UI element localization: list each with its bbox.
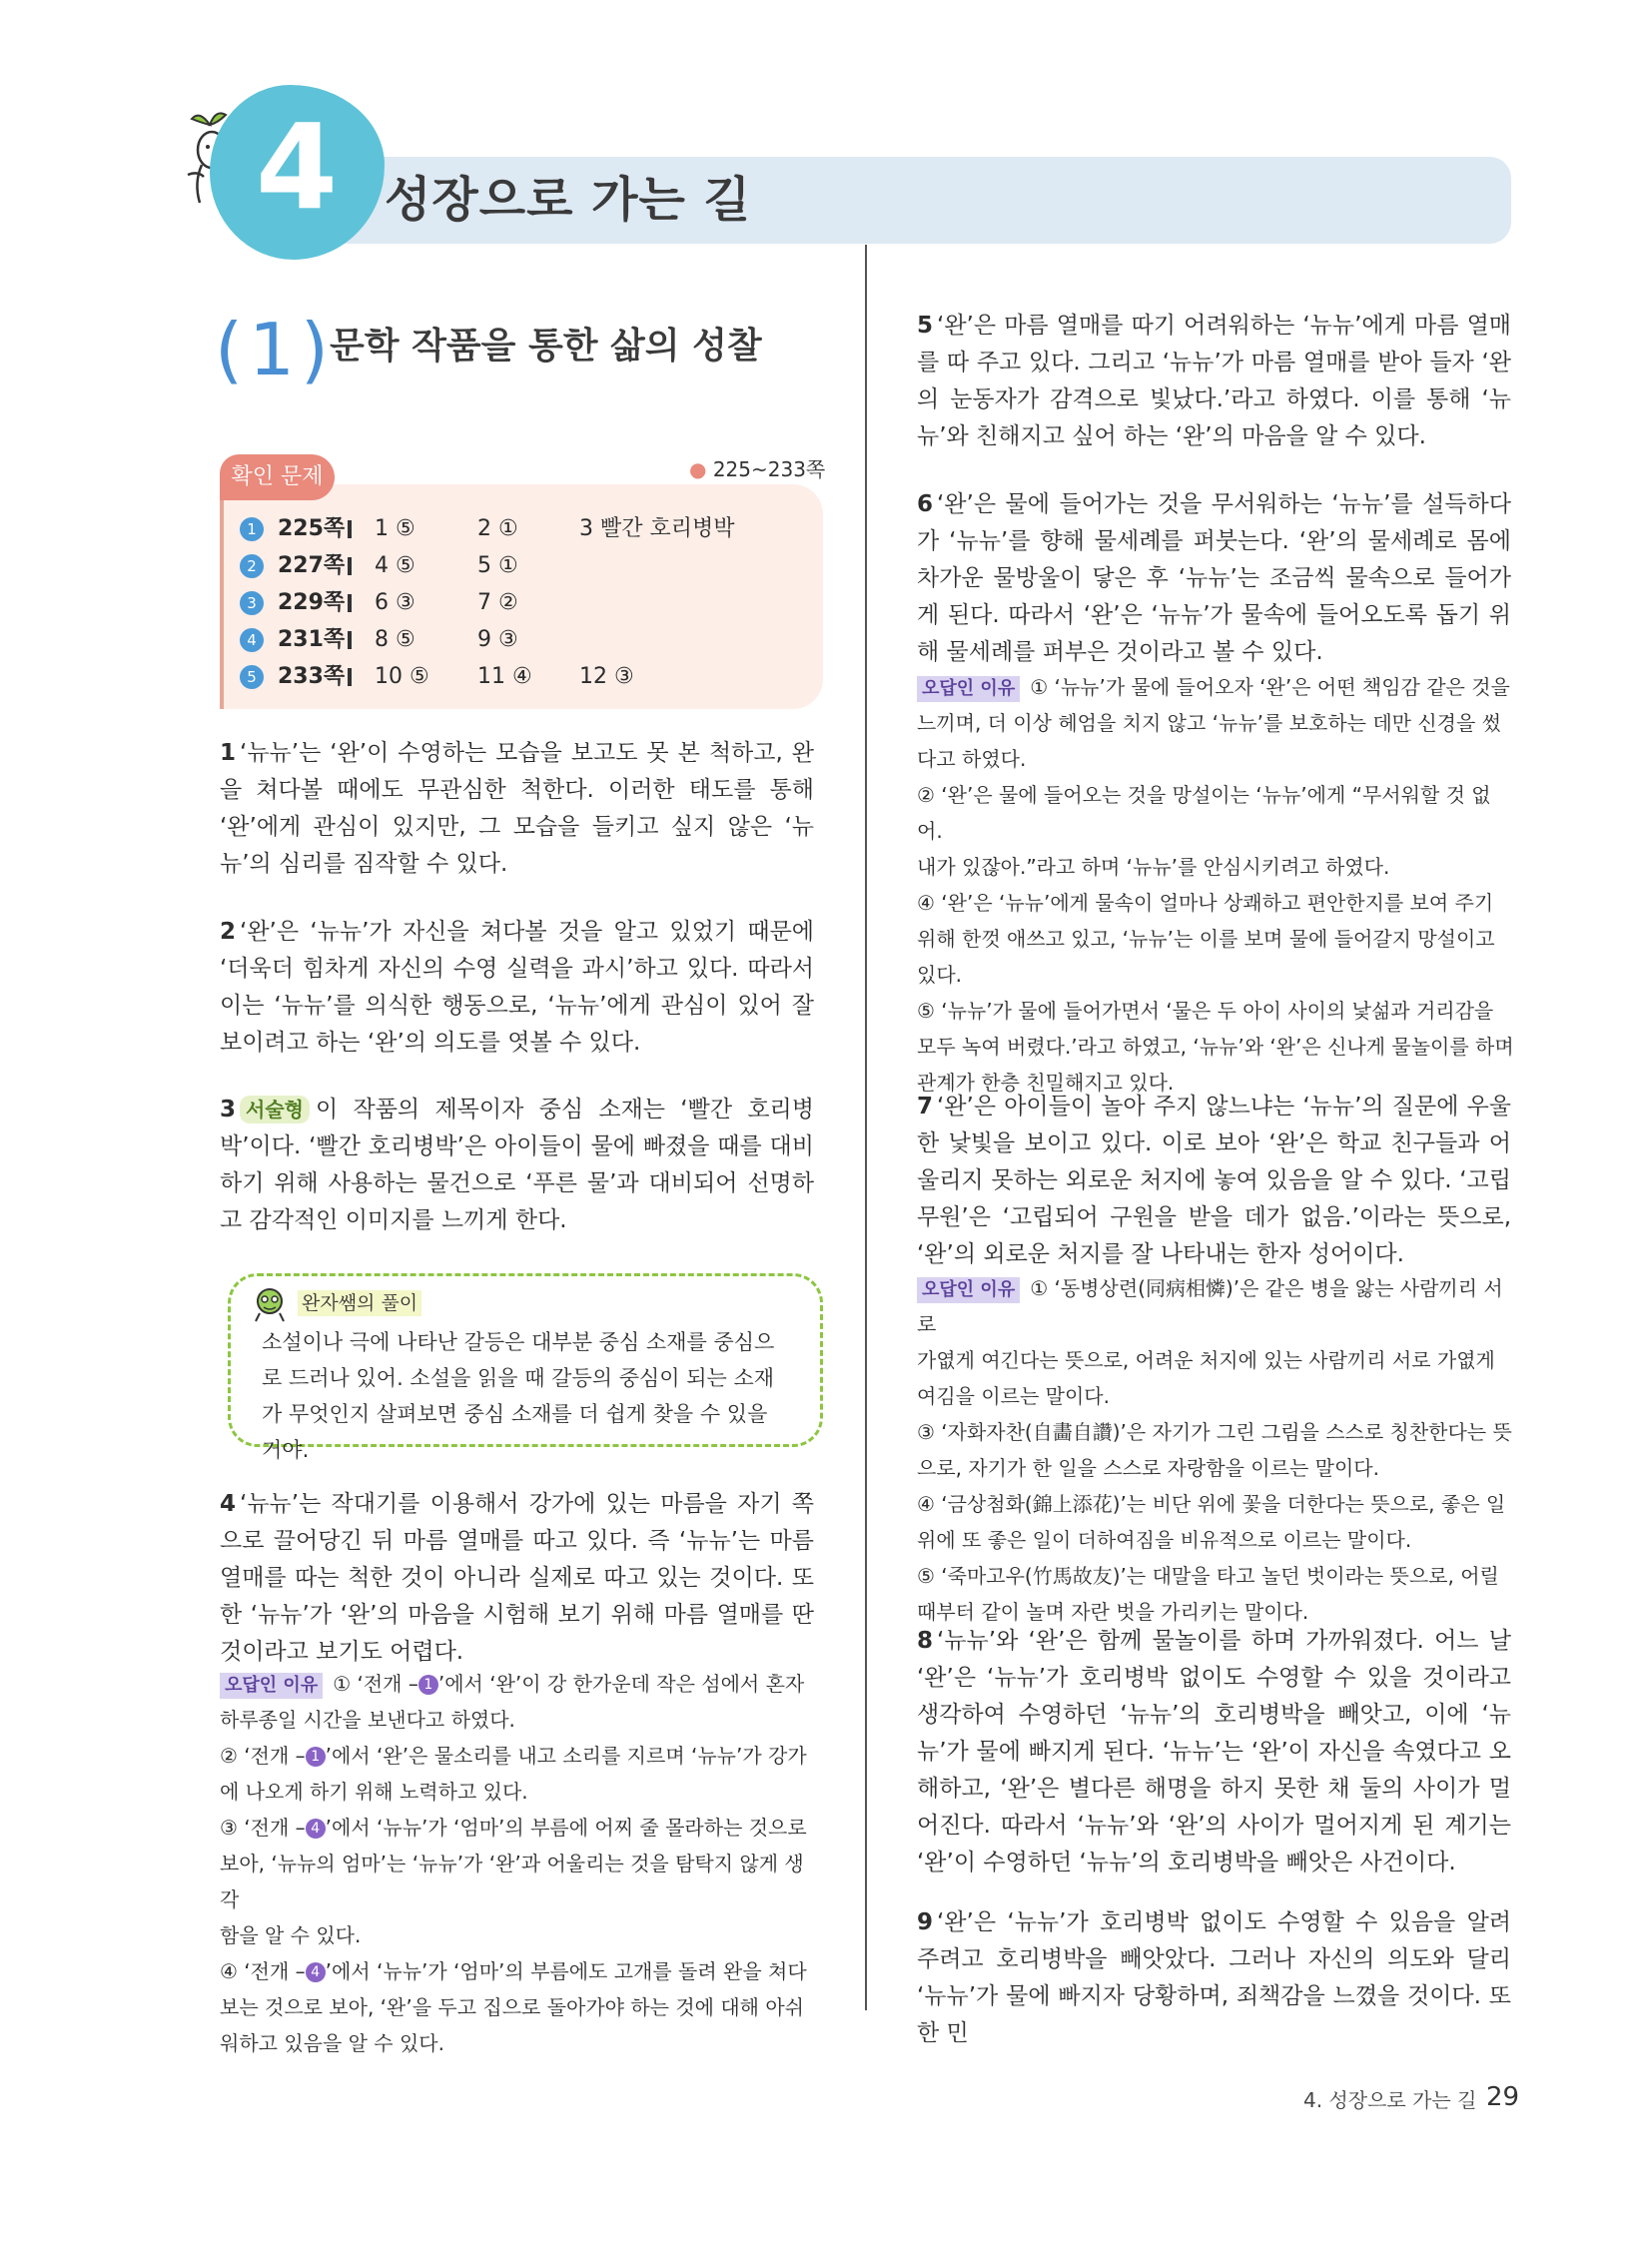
explanation-q3: 3 서술형 이 작품의 제목이자 중심 소재는 ‘빨간 호리병박’이다. ‘빨간 호리병박’은 아이들이 물에 빠졌을 때를 대비하기 위해 사용하는 물건으로 ‘푸른 물’과 대비되어 선명하고 감각적인 이미지를 느끼게 한다. bbox=[220, 1097, 814, 1233]
answer-item: 5 ① bbox=[477, 553, 518, 578]
wrong-answer-reasons-q7: 오답인 이유 ① ‘동병상련(同病相憐)’은 같은 병을 앓는 사람끼리 서로 가엾게 여긴다는 뜻으로, 어려운 처지에 있는 사람끼리 서로 가엾게 여김을 이르는 말이다. ③ ‘자화자찬(自畵自讚)’은 자기가 그린 그림을 스스로 칭찬한다는 뜻 으로, 자기가 한 일을 스스로 자랑함을 이르는 말이다. ④ ‘금상첨화(錦上添花)’는 비단 위에 꽃을 더한다는 뜻으로, 좋은 일 위에 또 좋은 일이 더하여짐을 비유적으로 이르는 말이다. ⑤ ‘죽마고우(竹馬故友)’는 대말을 타고 놀던 벗이라는 뜻으로, 어릴 때부터 같이 놀며 자란 벗을 가리키는 말이다. bbox=[917, 1276, 1512, 1624]
page-number: 29 bbox=[1486, 2082, 1520, 2112]
step-badge-icon: 1 bbox=[306, 1747, 326, 1767]
explanation-q2: 2 ‘완’은 ‘뉴뉴’가 자신을 쳐다볼 것을 알고 있었기 때문에 ‘더욱더 힘차게 자신의 수영 실력을 과시’하고 있다. 따라서 이는 ‘뉴뉴’를 의식한 행동으로, ‘뉴뉴’에게 관심이 있어 잘 보이려고 하는 ‘완’의 의도를 엿볼 수 있다. bbox=[220, 919, 814, 1056]
answer-page: 227쪽 bbox=[278, 553, 346, 578]
step-badge-icon: 4 bbox=[306, 1819, 326, 1839]
explanation-q6: 6 ‘완’은 물에 들어가는 것을 무서워하는 ‘뉴뉴’를 설득하다가 ‘뉴뉴’를 향해 물세례를 퍼붓는다. ‘완’의 물세례로 몸에 차가운 물방울이 닿은 후 ‘뉴뉴’는 조금씩 물속으로 들어가게 된다. 따라서 ‘완’은 ‘뉴뉴’가 물속에 들어오도록 돕기 위해 물세례를 퍼부은 것이라고 볼 수 있다. bbox=[917, 491, 1511, 665]
column-divider bbox=[865, 245, 867, 2010]
wrong-answer-tag: 오답인 이유 bbox=[917, 1277, 1020, 1303]
answer-item: 3 빨간 호리병박 bbox=[579, 516, 735, 541]
separator-bar bbox=[348, 594, 352, 612]
tip-text: 소설이나 극에 나타난 갈등은 대부분 중심 소재를 중심으로 드러나 있어. 소설을 읽을 때 갈등의 중심이 되는 소재가 무엇인지 살펴보면 중심 소재를 더 쉽게 찾을 수 있을 거야. bbox=[262, 1330, 775, 1462]
answer-page: 229쪽 bbox=[278, 590, 346, 615]
row-number-badge: 5 bbox=[240, 665, 264, 689]
mascot-icon bbox=[250, 1283, 290, 1323]
row-number-badge: 2 bbox=[240, 554, 264, 578]
chapter-title: 성장으로 가는 길 bbox=[385, 172, 751, 228]
essay-tag: 서술형 bbox=[240, 1096, 310, 1123]
section-number: (1) bbox=[215, 308, 335, 391]
answer-item: 8 ⑤ bbox=[375, 627, 415, 652]
tip-title: 완자쌤의 풀이 bbox=[298, 1290, 421, 1316]
row-number-badge: 4 bbox=[240, 628, 264, 652]
answer-page: 225쪽 bbox=[278, 516, 346, 541]
explanation-q5: 5 ‘완’은 마름 열매를 따기 어려워하는 ‘뉴뉴’에게 마름 열매를 따 주고 있다. 그리고 ‘뉴뉴’가 마름 열매를 받아 들자 ‘완의 눈동자가 감격으로 빛났다.’라고 하였다. 이를 통해 ‘뉴뉴’와 친해지고 싶어 하는 ‘완’의 마음을 알 수 있다. bbox=[917, 313, 1511, 449]
answer-item: 7 ② bbox=[477, 590, 518, 615]
answer-row bbox=[240, 625, 799, 655]
separator-bar bbox=[348, 668, 352, 686]
wrong-answer-tag: 오답인 이유 bbox=[917, 676, 1020, 702]
answer-row bbox=[240, 662, 799, 692]
explanation-q9: 9 ‘완’은 ‘뉴뉴’가 호리병박 없이도 수영할 수 있음을 알려 주려고 호리병박을 빼앗았다. 그러나 자신의 의도와 달리 ‘뉴뉴’가 물에 빠지자 당황하며, 죄책감을 느꼈을 것이다. 또한 민 bbox=[917, 1909, 1511, 2046]
step-badge-icon: 1 bbox=[418, 1675, 438, 1695]
step-badge-icon: 4 bbox=[306, 1962, 326, 1982]
answer-row bbox=[240, 514, 799, 544]
answer-item: 6 ③ bbox=[375, 590, 415, 615]
explanation-q4: 4 ‘뉴뉴’는 작대기를 이용해서 강가에 있는 마름을 자기 쪽으로 끌어당긴 뒤 마름 열매를 따고 있다. 즉 ‘뉴뉴’는 마름 열매를 따는 척한 것이 아니라 실제로 따고 있는 것이다. 또한 ‘뉴뉴’가 ‘완’의 마음을 시험해 보기 위해 마름 열매를 딴 것이라고 보기도 어렵다. bbox=[220, 1491, 814, 1665]
answer-box-tab: 확인 문제 bbox=[220, 454, 335, 500]
answer-item: 10 ⑤ bbox=[375, 664, 429, 689]
answer-item: 12 ③ bbox=[579, 664, 634, 689]
wrong-answer-reasons-q6: 오답인 이유 ① ‘뉴뉴’가 물에 들어오자 ‘완’은 어떤 책임감 같은 것을 느끼며, 더 이상 헤엄을 치지 않고 ‘뉴뉴’를 보호하는 데만 신경을 썼 다고 하였다. ② ‘완’은 물에 들어오는 것을 망설이는 ‘뉴뉴’에게 “무서워할 것 없어. 내가 있잖아.”라고 하며 ‘뉴뉴’를 안심시키려고 하였다. ④ ‘완’은 ‘뉴뉴’에게 물속이 얼마나 상쾌하고 편안한지를 보여 주기 위해 한껏 애쓰고 있고, ‘뉴뉴’는 이를 보며 물에 들어갈지 망설이고 있다. ⑤ ‘뉴뉴’가 물에 들어가면서 ‘물은 두 아이 사이의 낯섦과 거리감을 모두 녹여 버렸다.’라고 하였고, ‘뉴뉴’와 ‘완’은 신나게 물놀이를 하며 관계가 한층 친밀해지고 있다. bbox=[917, 675, 1514, 1095]
section-title: 문학 작품을 통한 삶의 성찰 bbox=[330, 326, 762, 367]
separator-bar bbox=[348, 557, 352, 575]
answer-page: 231쪽 bbox=[278, 627, 346, 652]
answer-item: 4 ⑤ bbox=[375, 553, 415, 578]
answer-row bbox=[240, 551, 799, 581]
wrong-answer-tag: 오답인 이유 bbox=[220, 1673, 323, 1699]
explanation-q7: 7 ‘완’은 아이들이 놀아 주지 않느냐는 ‘뉴뉴’의 질문에 우울한 낯빛을 보이고 있다. 이로 보아 ‘완’은 학교 친구들과 어울리지 못하는 외로운 처지에 놓여 있음을 알 수 있다. ‘고립무원’은 ‘고립되어 구원을 받을 데가 없음.’이라는 뜻으로, ‘완’의 외로운 처지를 잘 나타내는 한자 성어이다. bbox=[917, 1094, 1511, 1267]
footer-section-title: 4. 성장으로 가는 길 bbox=[1303, 2088, 1477, 2112]
answer-page: 233쪽 bbox=[278, 664, 346, 689]
wrong-answer-reasons-q4: 오답인 이유 ① ‘전개 – 1 ’에서 ‘완’이 강 한가운데 작은 섬에서 혼자 하루종일 시간을 보낸다고 하였다. ② ‘전개 – 1 ’에서 ‘완’은 물소리를 내고 소리를 지르며 ‘뉴뉴’가 강가 에 나오게 하기 위해 노력하고 있다. ③ ‘전개 – 4 ’에서 ‘뉴뉴’가 ‘엄마’의 부름에 어찌 줄 몰라하는 것으로 보아, ‘뉴뉴의 엄마’는 ‘뉴뉴’가 ‘완’과 어울리는 것을 탐탁지 않게 생각 함을 알 수 있다. ④ ‘전개 – 4 ’에서 ‘뉴뉴’가 ‘엄마’의 부름에도 고개를 돌려 완을 쳐다 보는 것으로 보아, ‘완’을 두고 집으로 돌아가야 하는 것에 대해 아쉬 워하고 있음을 알 수 있다. bbox=[220, 1672, 807, 2055]
answer-item: 1 ⑤ bbox=[375, 516, 415, 541]
row-number-badge: 1 bbox=[240, 517, 264, 541]
explanation-q1: 1 ‘뉴뉴’는 ‘완’이 수영하는 모습을 보고도 못 본 척하고, 완을 쳐다볼 때에도 무관심한 척한다. 이러한 태도를 통해 ‘완’에게 관심이 있지만, 그 모습을 들키고 싶지 않은 ‘뉴뉴’의 심리를 짐작할 수 있다. bbox=[220, 740, 814, 877]
answer-item: 2 ① bbox=[477, 516, 518, 541]
bullet-dot-icon: ● bbox=[689, 457, 707, 481]
answer-row bbox=[240, 588, 799, 618]
explanation-q8: 8 ‘뉴뉴’와 ‘완’은 함께 물놀이를 하며 가까워졌다. 어느 날 ‘완’은 ‘뉴뉴’가 호리병박 없이도 수영할 수 있을 것이라고 생각하여 수영하던 ‘뉴뉴’의 호리병박을 빼앗고, 이에 ‘뉴뉴’가 물에 빠지게 된다. ‘뉴뉴’는 ‘완’이 자신을 속였다고 오해하고, ‘완’은 별다른 해명을 하지 못한 채 둘의 사이가 멀어진다. 따라서 ‘뉴뉴’와 ‘완’의 사이가 멀어지게 된 계기는 ‘완’이 수영하던 ‘뉴뉴’의 호리병박을 빼앗은 사건이다. bbox=[917, 1628, 1511, 1875]
separator-bar bbox=[348, 520, 352, 538]
separator-bar bbox=[348, 631, 352, 649]
answer-item: 11 ④ bbox=[477, 664, 532, 689]
answer-page-range: ● 225~233쪽 bbox=[689, 457, 826, 481]
answer-item: 9 ③ bbox=[477, 627, 518, 652]
row-number-badge: 3 bbox=[240, 591, 264, 615]
chapter-number: 4 bbox=[255, 98, 339, 236]
